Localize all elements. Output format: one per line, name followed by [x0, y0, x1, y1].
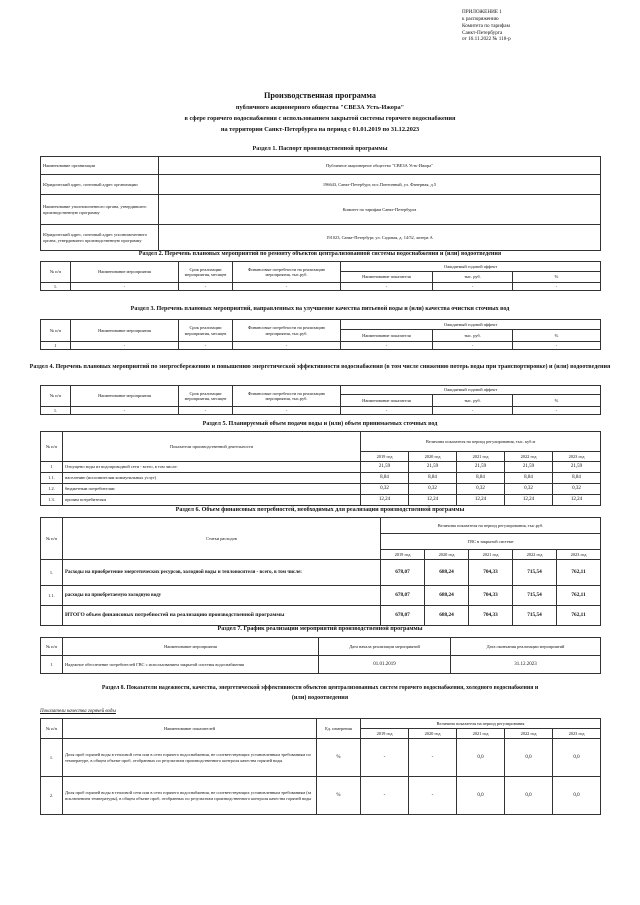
table-row — [41, 560, 601, 586]
appendix-note — [462, 9, 582, 43]
passport-label: Юридический адрес, почтовый адрес организации — [41, 175, 159, 195]
table-row — [41, 283, 601, 291]
cell-value: 21,59 — [553, 462, 601, 473]
table-row — [41, 157, 601, 175]
cell: - — [233, 407, 341, 415]
cell: - — [71, 283, 179, 291]
cell-value: 0,32 — [361, 484, 409, 495]
table-row — [41, 175, 601, 195]
cell-no: 1 — [41, 656, 63, 674]
header-thousand-rub: тыс. руб. — [433, 272, 513, 283]
section-4-heading: Раздел 4. Перечень плановых мероприятий по энергосбережению и повышению энергетической эффективности водоснабжения (в том числе снижению потерь воды при транспортировке) и (или) водоотведения — [29, 364, 611, 370]
cell-value: 0,32 — [457, 484, 505, 495]
cell: 1 — [41, 342, 71, 350]
cell-value: 21,59 — [457, 462, 505, 473]
header-percent: % — [513, 272, 601, 283]
section-8-heading: Раздел 8. Показатели надежности, качества, энергетической эффективности объектов централизованных систем горячего водоснабжения, холодного водоснабжения и — [101, 685, 539, 691]
cell-no: 1. — [41, 560, 63, 586]
appendix-line: от 16.11.2022 № 118-р — [462, 36, 511, 43]
header-thousand-rub: тыс. руб. — [433, 330, 513, 342]
cell-value: 12,24 — [553, 495, 601, 506]
cell: - — [233, 342, 341, 350]
section-8-heading-cont: (или) водоотведения — [291, 695, 349, 701]
cell-name: ИТОГО объем финансовых потребностей на реализацию производственной программы — [63, 606, 381, 626]
appendix-line: ПРИЛОЖЕНИЕ 1 — [462, 9, 502, 15]
table-row — [41, 342, 601, 350]
passport-value: 191023, Санкт-Петербург, ул. Садовая, д. 14/52, литера А — [159, 225, 601, 251]
cell-name: бюджетным потребителям — [63, 484, 361, 495]
cell-value: 715,54 — [513, 606, 557, 626]
cell: - — [233, 283, 341, 291]
title-period: на территории Санкт-Петербурга на период с 01.01.2019 по 31.12.2023 — [220, 126, 420, 133]
header-year: 2021 год — [457, 452, 505, 462]
cell-value: 12,24 — [505, 495, 553, 506]
cell: - — [341, 342, 433, 350]
header-finance: Финансовые потребности на реализацию мероприятия, тыс.руб. — [233, 320, 341, 342]
section-2-table — [40, 261, 601, 291]
cell-value: 0,0 — [457, 739, 505, 777]
cell-start: 01.01.2019 — [319, 656, 451, 674]
header-no: № п/п — [41, 432, 63, 462]
cell-value: 21,59 — [409, 462, 457, 473]
cell-no: 1.1. — [41, 473, 63, 484]
cell-value: 704,33 — [469, 606, 513, 626]
cell-name: Расходы на приобретение энергетических ресурсов, холодной воды и теплоносителя - всего, в том числе: — [63, 560, 381, 586]
table-row — [41, 462, 601, 473]
cell-value: 8,84 — [505, 473, 553, 484]
header-start: Дата начала реализации мероприятий — [319, 638, 451, 656]
cell-value: 678,07 — [381, 560, 425, 586]
passport-value: 196643, Санкт-Петербург, пос.Понтонный, ул. Фанерная, д.5 — [159, 175, 601, 195]
section-1-table — [40, 156, 601, 251]
cell: 1. — [41, 283, 71, 291]
section-8-table — [40, 718, 601, 815]
cell-value: 8,84 — [457, 473, 505, 484]
cell-name: расходы на приобретаемую холодную воду — [63, 586, 381, 606]
header-no: № п/п — [41, 320, 71, 342]
section-5-heading: Раздел 5. Планируемый объем подачи воды и (или) объем принимаемых сточных вод — [202, 421, 438, 427]
appendix-line: Санкт-Петербурга — [462, 29, 503, 36]
cell-value: 0,0 — [457, 777, 505, 815]
section-6-heading: Раздел 6. Объем финансовых потребностей, необходимых для реализации производственной программы — [175, 507, 465, 513]
section-1-heading: Раздел 1. Паспорт производственной программы — [252, 146, 388, 152]
header-indicator: Показатели производственной деятельности — [63, 432, 361, 462]
header-effect: Ожидаемый годовой эффект — [341, 386, 601, 395]
passport-label: Юридический адрес, почтовый адрес уполномоченного органа, утвердившего производственную программу — [41, 225, 159, 251]
header-year: 2023 год — [557, 550, 601, 560]
cell-value: 0,32 — [409, 484, 457, 495]
cell-value: 12,24 — [457, 495, 505, 506]
cell: - — [433, 342, 513, 350]
cell-value: - — [361, 777, 409, 815]
cell-name: прочим потребителям — [63, 495, 361, 506]
passport-label: Наименование организации — [41, 157, 159, 175]
table-row — [41, 484, 601, 495]
cell-name: Доля проб горячей воды в тепловой сети или в сети горячего водоснабжения, не соответствующих установленным требованиям по температуре, в общем объеме проб, отобранных по результатам производственного контроля качества горячей воды — [63, 739, 317, 777]
cell-value: 0,32 — [505, 484, 553, 495]
header-name: Наименование мероприятия — [71, 386, 179, 407]
header-year: 2020 год — [409, 452, 457, 462]
table-row — [41, 586, 601, 606]
cell-value: 12,24 — [409, 495, 457, 506]
title-org: публичного акционерного общества "СВЕЗА Усть-Ижора" — [235, 104, 405, 111]
cell-value: 0,32 — [553, 484, 601, 495]
cell-no: 1. — [41, 739, 63, 777]
document-title — [40, 91, 600, 133]
table-row — [41, 739, 601, 777]
header-year: 2020 год — [409, 729, 457, 739]
header-name: Наименование мероприятия — [71, 262, 179, 283]
cell-no: 1.1. — [41, 586, 63, 606]
cell-value: 0,0 — [553, 777, 601, 815]
cell-value: 0,0 — [553, 739, 601, 777]
cell-value: 704,33 — [469, 560, 513, 586]
header-year: 2019 год — [361, 452, 409, 462]
header-name: Наименование мероприятия — [63, 638, 319, 656]
header-end: Дата окончания реализации мероприятий — [451, 638, 601, 656]
header-values: Величина показателя на период регулирования, тыс.руб. — [381, 518, 601, 534]
cell-no: 1 — [41, 462, 63, 473]
cell-value: - — [409, 777, 457, 815]
appendix-line: к распоряжению — [462, 15, 499, 22]
section-3-heading: Раздел 3. Перечень плановых мероприятий, направленных на улучшение качества питьевой воды и (или) качества очистки сточных вод — [130, 306, 510, 312]
cell-value: 21,59 — [361, 462, 409, 473]
section-4-table — [40, 385, 601, 415]
cell-name: Надежное обеспечение потребителей ГВС с использованием закрытой системы водоснабжения — [63, 656, 319, 674]
header-year: 2022 год — [505, 452, 553, 462]
cell: - — [179, 407, 233, 415]
header-year: 2023 год — [553, 729, 601, 739]
header-term: Срок реализации мероприятия, месяцев — [179, 262, 233, 283]
header-effect: Ожидаемый годовой эффект — [341, 320, 601, 330]
cell-unit: % — [317, 739, 361, 777]
header-year: 2019 год — [361, 729, 409, 739]
cell-unit: % — [317, 777, 361, 815]
section-2-heading: Раздел 2. Перечень плановых мероприятий по ремонту объектов централизованной системы водоснабжения и (или) водоотведения — [138, 251, 502, 257]
title-main: Производственная программа — [263, 91, 377, 100]
header-thousand-rub: тыс. руб. — [433, 395, 513, 407]
cell: - — [179, 283, 233, 291]
cell: - — [433, 407, 513, 415]
header-no: № п/п — [41, 386, 71, 407]
passport-value: Комитет по тарифам Санкт-Петербурга — [159, 195, 601, 225]
cell-value: 0,0 — [505, 739, 553, 777]
cell-name: населению (исполнителям коммунальных услуг) — [63, 473, 361, 484]
cell-value: 678,07 — [381, 586, 425, 606]
cell-value: 688,24 — [425, 606, 469, 626]
cell: 1. — [41, 407, 71, 415]
cell-no: 1.3. — [41, 495, 63, 506]
appendix-line: Комитета по тарифам — [462, 22, 510, 29]
cell-value: 678,07 — [381, 606, 425, 626]
cell-name: Доля проб горячей воды в тепловой сети или в сети горячего водоснабжения, не соответствующих установленным требованиям (за исключением температуры), в общем объеме проб, отобранных по результатам производственного контроля качества горячей воды — [63, 777, 317, 815]
cell-no: 2. — [41, 777, 63, 815]
header-indicator: Наименование показателя — [341, 330, 433, 342]
cell: - — [179, 342, 233, 350]
header-values: Величина показателя на период регулирования, тыс. куб.м — [361, 432, 601, 452]
header-no: № п/п — [41, 262, 71, 283]
cell-name: Отпущено воды из водопроводной сети - всего, в том числе: — [63, 462, 361, 473]
table-row — [41, 407, 601, 415]
header-effect: Ожидаемый годовой эффект — [341, 262, 601, 272]
header-year: 2021 год — [457, 729, 505, 739]
header-indicator: Наименование показателя — [341, 395, 433, 407]
header-percent: % — [513, 330, 601, 342]
cell-value: 704,33 — [469, 586, 513, 606]
header-items: Статьи расходов — [63, 518, 381, 560]
title-scope: в сфере горячего водоснабжения с использованием закрытой системы горячего водоснабжения — [184, 115, 456, 122]
table-row — [41, 495, 601, 506]
cell-value: 8,84 — [553, 473, 601, 484]
header-year: 2020 год — [425, 550, 469, 560]
passport-label: Наименование уполномоченного органа, утвердившего производственную программу — [41, 195, 159, 225]
cell-no: 1.2. — [41, 484, 63, 495]
header-finance: Финансовые потребности на реализацию мероприятия, тыс.руб. — [233, 386, 341, 407]
header-term: Срок реализации мероприятия, месяцев — [179, 320, 233, 342]
header-percent: % — [513, 395, 601, 407]
cell: - — [341, 407, 433, 415]
cell-value: 8,84 — [361, 473, 409, 484]
header-name: Наименование мероприятия — [71, 320, 179, 342]
cell: - — [341, 283, 433, 291]
header-year: 2022 год — [505, 729, 553, 739]
cell-value: 688,24 — [425, 586, 469, 606]
header-system: ГВС в закрытой системе — [381, 534, 601, 550]
header-term: Срок реализации мероприятия, месяцев — [179, 386, 233, 407]
cell-value: 715,54 — [513, 586, 557, 606]
passport-value: Публичное акционерное общество "СВЕЗА Усть-Ижора" — [159, 157, 601, 175]
section-6-table — [40, 517, 601, 626]
header-year: 2021 год — [469, 550, 513, 560]
header-indicator: Наименование показателя — [341, 272, 433, 283]
cell-value: 0,0 — [505, 777, 553, 815]
cell-value: 762,11 — [557, 606, 601, 626]
cell-value: 688,24 — [425, 560, 469, 586]
cell-value: 715,54 — [513, 560, 557, 586]
cell-value: 21,59 — [505, 462, 553, 473]
cell: - — [71, 342, 179, 350]
header-no: № п/п — [41, 638, 63, 656]
cell: - — [71, 407, 179, 415]
cell-end: 31.12.2023 — [451, 656, 601, 674]
header-finance: Финансовые потребности на реализацию мероприятия, тыс.руб. — [233, 262, 341, 283]
header-no: № п/п — [41, 518, 63, 560]
section-7-heading: Раздел 7. График реализации мероприятий производственной программы — [217, 626, 423, 632]
cell-value: 12,24 — [361, 495, 409, 506]
table-row — [41, 473, 601, 484]
table-row — [41, 195, 601, 225]
header-no: № п/п — [41, 719, 63, 739]
header-year: 2023 год — [553, 452, 601, 462]
cell-value: 8,84 — [409, 473, 457, 484]
subheading-quality: Показатели качества горячей воды — [40, 709, 116, 714]
cell: - — [513, 407, 601, 415]
cell: - — [513, 283, 601, 291]
table-row — [41, 777, 601, 815]
table-row — [41, 656, 601, 674]
cell: - — [433, 283, 513, 291]
header-year: 2019 год — [381, 550, 425, 560]
cell-value: 762,11 — [557, 586, 601, 606]
section-7-table — [40, 637, 601, 674]
section-5-table — [40, 431, 601, 506]
cell: - — [513, 342, 601, 350]
table-row — [41, 225, 601, 251]
header-unit: Ед. измерения — [317, 719, 361, 739]
cell-value: 762,11 — [557, 560, 601, 586]
header-year: 2022 год — [513, 550, 557, 560]
table-row — [41, 606, 601, 626]
cell-value: - — [409, 739, 457, 777]
section-3-table — [40, 319, 601, 350]
cell-no — [41, 606, 63, 626]
cell-value: - — [361, 739, 409, 777]
header-name: Наименование показателей — [63, 719, 317, 739]
header-values: Величина показателя на период регулирования — [361, 719, 601, 729]
